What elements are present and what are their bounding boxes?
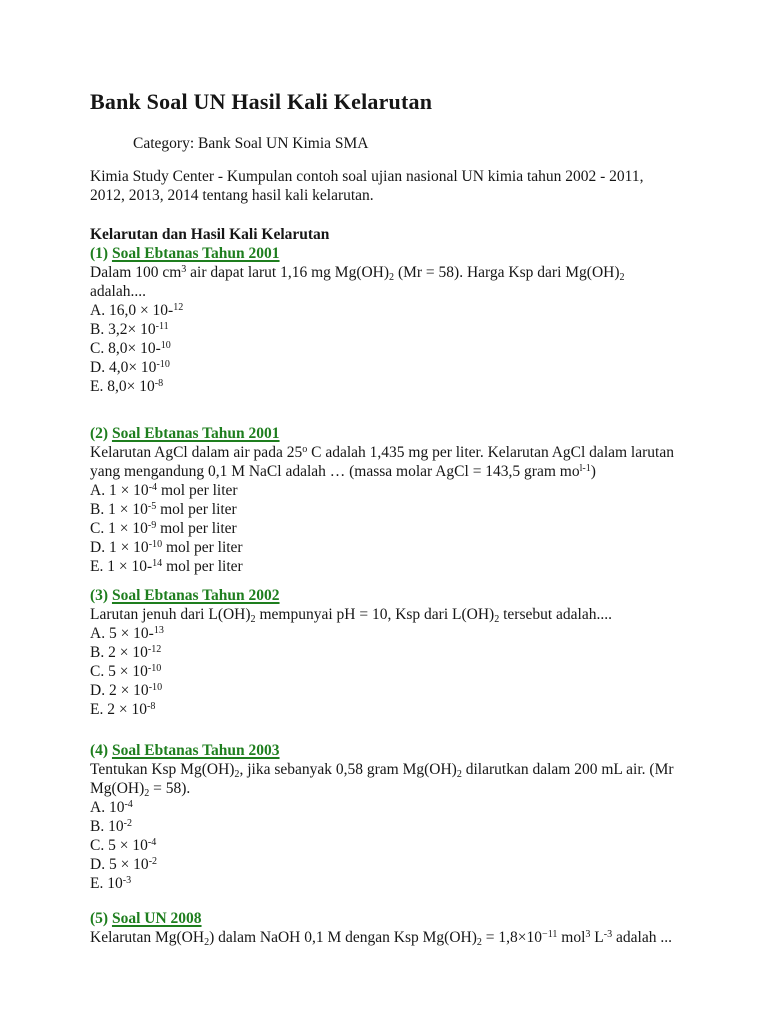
answer-option: B. $1 \times 10^{-5}$ mol per liter: [90, 500, 237, 518]
question-year-link[interactable]: Soal Ebtanas Tahun 2002: [111, 587, 280, 604]
question-year-link[interactable]: Soal Ebtanas Tahun 2001: [111, 245, 280, 262]
answer-option: E. $2 \times 10^{-8}$: [90, 700, 156, 718]
question-text: Larutan jenuh dari $L(OH)_2$ mempunyai pH = 10, Ksp dari $L(OH)_2$ tersebut adalah....: [90, 606, 612, 625]
answer-option: C. $5 \times 10^{-4}$: [90, 836, 157, 854]
question-text: Kelarutan AgCl dalam air pada 25$^o$ C adalah 1,435 mg per liter. Kelarutan AgCl dalam larutan yang mengandung 0,1 M NaCl adalah … (massa molar AgCl = 143,5 gram $mo^{l-1}$): [90, 443, 674, 480]
answer-option: B. $10^{-2}$: [90, 817, 132, 835]
question-number: (2): [90, 425, 112, 442]
answer-option: C. 8,0× 10-$^{10}$: [90, 339, 171, 357]
question-heading: [90, 909, 680, 928]
question-block: [90, 909, 680, 947]
answer-option: E. $8,0\times 10^{-8}$: [90, 377, 164, 395]
questions-list: [90, 244, 680, 947]
answer-option: D. $2 \times 10^{-10}$: [90, 681, 163, 699]
category-line: Category: Bank Soal UN Kimia SMA: [133, 135, 369, 152]
answer-option: A. 5 × 10-$^{13}$: [90, 624, 164, 642]
question-heading: [90, 741, 680, 760]
answer-option: C. $1 \times 10^{-9}$ mol per liter: [90, 519, 237, 537]
question-text: Tentukan Ksp $Mg(OH)_2$, jika sebanyak 0,58 gram $Mg(OH)_2$ dilarutkan dalam 200 mL air. (Mr $Mg(OH)_2 = 58$).: [90, 761, 674, 799]
question-text: Kelarutan $Mg(OH_2)$ dalam NaOH 0,1 M dengan Ksp $Mg(OH)_2 = 1,8\times 10^{-11}$ mol$^3$ $L^{-3}$ adalah ...: [90, 928, 672, 948]
question-heading: [90, 244, 680, 263]
question-number: (4): [90, 742, 112, 759]
answer-option: B. $2 \times 10^{-12}$: [90, 643, 162, 661]
question-year-link[interactable]: Soal Ebtanas Tahun 2001: [111, 425, 280, 442]
question-year-link[interactable]: Soal Ebtanas Tahun 2003: [111, 742, 280, 759]
question-number: (5): [90, 910, 112, 927]
question-heading: [90, 424, 680, 443]
answer-option: A. $1 \times 10^{-4}$ mol per liter: [90, 481, 238, 499]
intro-paragraph: Kimia Study Center - Kumpulan contoh soal ujian nasional UN kimia tahun 2002 - 2011, 2012, 2013, 2014 tentang hasil kali kelarutan.: [90, 168, 644, 204]
answer-option: E. $10^{-3}$: [90, 874, 132, 892]
answer-option: A. 16,0 × 10-$^{12}$: [90, 301, 184, 319]
question-block: [90, 586, 680, 719]
answer-option: B. $3,2\times 10^{-11}$: [90, 320, 169, 338]
question-number: (3): [90, 587, 112, 604]
page-title: Bank Soal UN Hasil Kali Kelarutan: [90, 89, 433, 114]
answer-option: D. $5 \times 10^{-2}$: [90, 855, 158, 873]
question-number: (1): [90, 245, 112, 262]
question-block: [90, 424, 680, 576]
answer-option: A. $10^{-4}$: [90, 798, 133, 816]
answer-option: E. 1 × 10-$^{14}$ mol per liter: [90, 557, 243, 575]
answer-option: D. $1 \times 10^{-10}$ mol per liter: [90, 538, 243, 556]
question-block: [90, 741, 680, 893]
question-text: Dalam 100 $cm^3$ air dapat larut 1,16 mg $Mg(OH)_2$ (Mr = 58). Harga Ksp dari $Mg(OH)_2$ adalah....: [90, 263, 625, 300]
question-year-link[interactable]: Soal UN 2008: [111, 910, 202, 927]
section-heading: Kelarutan dan Hasil Kali Kelarutan: [90, 226, 330, 243]
question-block: [90, 244, 680, 396]
answer-option: C. $5 \times 10^{-10}$: [90, 662, 162, 680]
answer-option: D. $4,0\times 10^{-10}$: [90, 358, 170, 376]
question-heading: [90, 586, 680, 605]
